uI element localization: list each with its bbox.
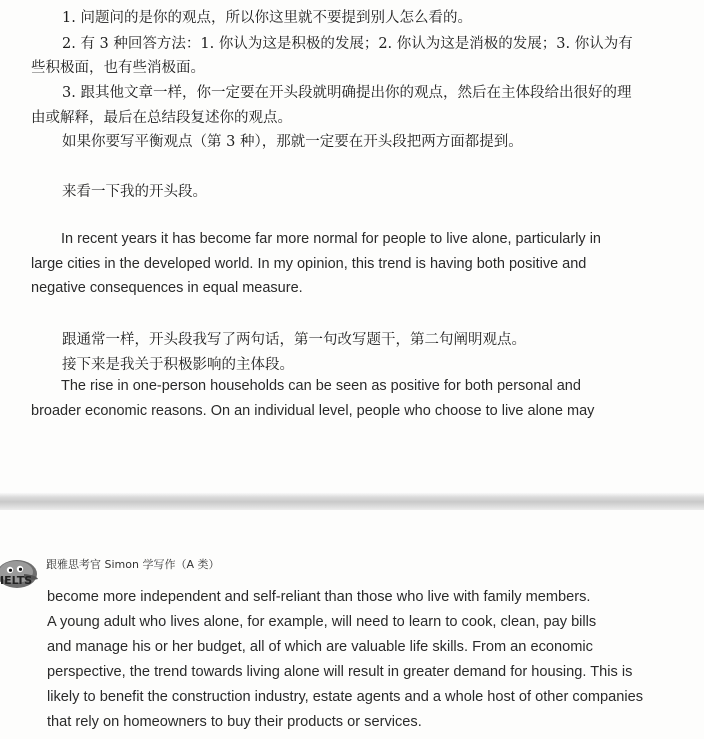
text-line: that rely on homeowners to buy their products or services. xyxy=(47,714,422,730)
text-line: perspective, the trend towards living alone will result in greater demand for housing. This is xyxy=(47,664,633,680)
text-line: 来看一下我的开头段。 xyxy=(62,184,207,200)
text-line: 如果你要写平衡观点（第 3 种），那就一定要在开头段把两方面都提到。 xyxy=(62,134,523,150)
text-line: negative consequences in equal measure. xyxy=(31,280,303,296)
text-line: 接下来是我关于积极影响的主体段。 xyxy=(62,357,294,373)
text-line: large cities in the developed world. In my opinion, this trend is having both positive and xyxy=(31,256,587,272)
text-line: 3. 跟其他文章一样，你一定要在开头段就明确提出你的观点，然后在主体段给出很好的理 xyxy=(62,85,632,101)
text-line: 1. 问题问的是你的观点，所以你这里就不要提到别人怎么看的。 xyxy=(62,10,472,26)
text-line: 些积极面，也有些消极面。 xyxy=(31,60,205,76)
text-line: The rise in one-person households can be seen as positive for both personal and xyxy=(61,378,581,394)
text-line: become more independent and self-reliant than those who live with family members. xyxy=(47,589,591,605)
text-line: 由或解释，最后在总结段复述你的观点。 xyxy=(31,110,292,126)
page-divider xyxy=(0,492,704,510)
text-line: In recent years it has become far more normal for people to live alone, particularly in xyxy=(61,231,601,247)
text-line: likely to benefit the construction industry, estate agents and a whole host of other companies xyxy=(47,689,643,705)
text-line: A young adult who lives alone, for example, will need to learn to cook, clean, pay bills xyxy=(47,614,597,630)
text-line: 2. 有 3 种回答方法：1. 你认为这是积极的发展；2. 你认为这是消极的发展；3. 你认为有 xyxy=(62,36,633,52)
text-line: and manage his or her budget, all of which are valuable life skills. From an economic xyxy=(47,639,593,655)
book-header: 跟雅思考官 Simon 学写作（A 类） xyxy=(46,558,220,571)
text-line: broader economic reasons. On an individual level, people who choose to live alone may xyxy=(31,403,595,419)
text-line: 跟通常一样，开头段我写了两句话，第一句改写题干，第二句阐明观点。 xyxy=(62,332,526,348)
ielts-logo-text: IELTS xyxy=(0,574,33,587)
